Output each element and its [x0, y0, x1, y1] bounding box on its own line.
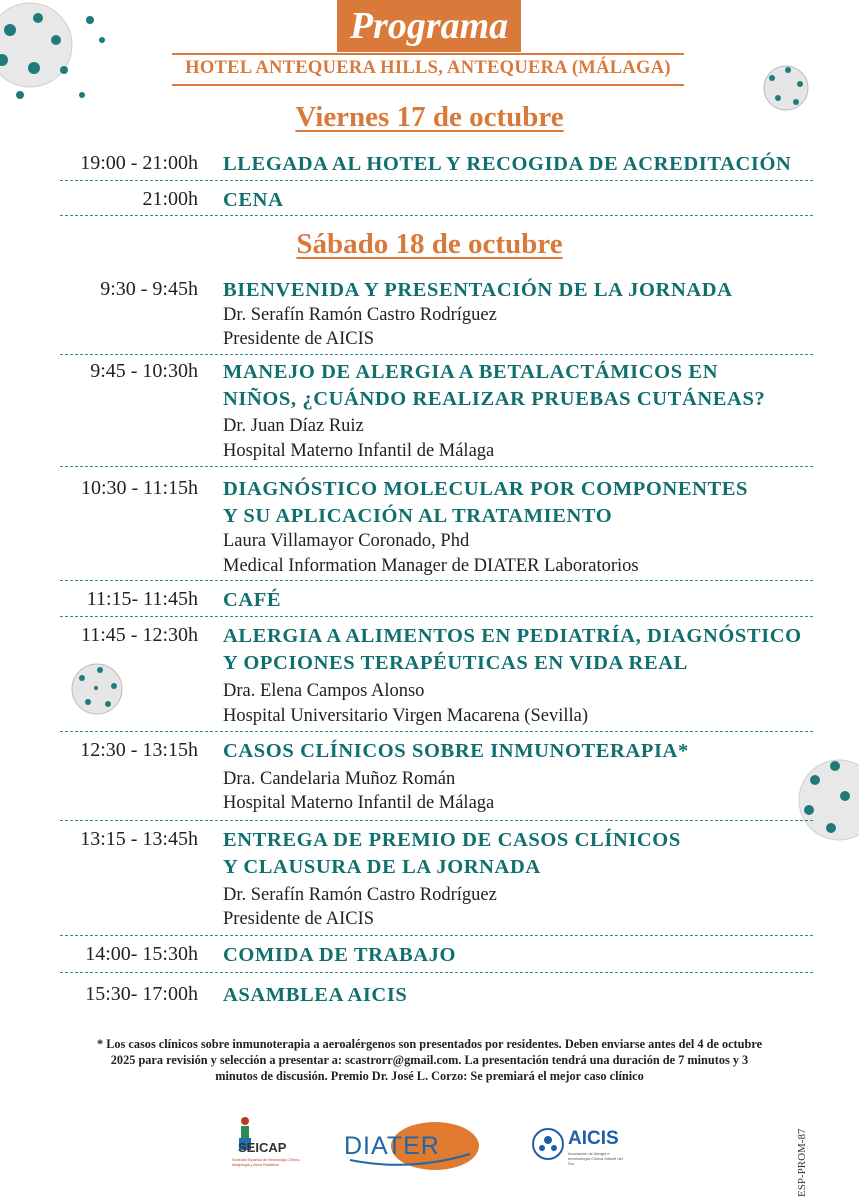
diater-logo: [340, 1120, 480, 1172]
session-time: 11:15- 11:45h: [86, 588, 198, 610]
divider: [60, 580, 813, 581]
footnote-line: * Los casos clínicos sobre inmunoterapia a aeroalérgenos son presentados por residentes. Deben enviarse antes del 4 de octubre: [96, 1037, 763, 1051]
session-time: 10:30 - 11:15h: [80, 477, 198, 499]
divider: [60, 731, 813, 732]
aicis-label: AICIS: [568, 1128, 619, 1149]
divider: [60, 180, 813, 181]
document-reference: ESP-PROM-87: [796, 1128, 808, 1197]
divider: [60, 215, 813, 216]
speaker-affiliation: Hospital Materno Infantil de Málaga: [223, 793, 495, 813]
speaker-name: Dr. Serafín Ramón Castro Rodríguez: [223, 305, 497, 325]
session-time: 21:00h: [142, 188, 198, 210]
virus-illustration: [66, 658, 128, 720]
program-title: Programa: [337, 0, 521, 52]
session-title: MANEJO DE ALERGIA A BETALACTÁMICOS EN: [223, 361, 719, 383]
divider: [60, 972, 813, 973]
seicap-logo: [228, 1116, 308, 1178]
session-title: Y OPCIONES TERAPÉUTICAS EN VIDA REAL: [223, 652, 688, 674]
session-title: Y CLAUSURA DE LA JORNADA: [223, 856, 541, 878]
speaker-name: Laura Villamayor Coronado, Phd: [223, 531, 470, 551]
session-time: 12:30 - 13:15h: [80, 739, 198, 761]
aicis-subtitle: Asociación de Alergia e Inmunología Clínica Infantil del Sur: [568, 1151, 623, 1166]
day-heading: Sábado 18 de octubre: [296, 228, 563, 260]
speaker-affiliation: Medical Information Manager de DIATER Laboratorios: [223, 556, 639, 576]
session-time: 9:30 - 9:45h: [100, 278, 198, 300]
speaker-affiliation: Presidente de AICIS: [223, 909, 375, 929]
venue-label: HOTEL ANTEQUERA HILLS, ANTEQUERA (MÁLAGA): [185, 58, 671, 78]
footnote: [20, 1036, 839, 1084]
footnote-line: minutos de discusión. Premio Dr. José L. Corzo: Se premiará el mejor caso clínico: [215, 1069, 644, 1083]
seicap-subtitle: Sociedad Española de Inmunología Clínica, Alergología y Asma Pediátrica: [232, 1158, 300, 1167]
session-title: ASAMBLEA AICIS: [223, 984, 408, 1006]
speaker-name: Dr. Juan Díaz Ruiz: [223, 416, 364, 436]
speaker-affiliation: Hospital Materno Infantil de Málaga: [223, 441, 495, 461]
session-title: ALERGIA A ALIMENTOS EN PEDIATRÍA, DIAGNÓSTICO: [223, 625, 802, 647]
speaker-name: Dra. Elena Campos Alonso: [223, 681, 425, 701]
aicis-emblem-icon: [532, 1128, 564, 1160]
speaker-affiliation: Presidente de AICIS: [223, 329, 375, 349]
diater-label: DIATER: [344, 1132, 440, 1160]
speaker-affiliation: Hospital Universitario Virgen Macarena (Sevilla): [223, 706, 589, 726]
speaker-name: Dra. Candelaria Muñoz Román: [223, 769, 456, 789]
session-title: CENA: [223, 189, 284, 211]
seicap-label: SEICAP: [238, 1140, 287, 1155]
divider: [60, 616, 813, 617]
session-time: 11:45 - 12:30h: [80, 624, 198, 646]
session-time: 13:15 - 13:45h: [80, 828, 198, 850]
divider: [60, 354, 813, 355]
session-title: CAFÉ: [223, 589, 282, 611]
session-title: Y SU APLICACIÓN AL TRATAMIENTO: [223, 505, 613, 527]
day-heading: Viernes 17 de octubre: [295, 101, 564, 133]
session-time: 14:00- 15:30h: [85, 943, 198, 965]
speaker-name: Dr. Serafín Ramón Castro Rodríguez: [223, 885, 497, 905]
session-title: DIAGNÓSTICO MOLECULAR POR COMPONENTES: [223, 478, 749, 500]
session-time: 19:00 - 21:00h: [80, 152, 198, 174]
session-title: BIENVENIDA Y PRESENTACIÓN DE LA JORNADA: [223, 279, 733, 301]
session-time: 15:30- 17:00h: [85, 983, 198, 1005]
divider: [60, 466, 813, 467]
session-title: COMIDA DE TRABAJO: [223, 944, 457, 966]
session-time: 9:45 - 10:30h: [90, 360, 198, 382]
divider: [60, 935, 813, 936]
footnote-line: 2025 para revisión y selección a presentar a: scastrorr@gmail.com. La presentación tendrá una duración de 7 minutos y 3: [110, 1053, 749, 1067]
divider: [60, 820, 813, 821]
aicis-logo: [532, 1126, 632, 1170]
divider: [172, 84, 684, 86]
session-title: ENTREGA DE PREMIO DE CASOS CLÍNICOS: [223, 829, 681, 851]
session-title: CASOS CLÍNICOS SOBRE INMUNOTERAPIA*: [223, 740, 689, 762]
session-title: LLEGADA AL HOTEL Y RECOGIDA DE ACREDITACIÓN: [223, 153, 792, 175]
session-title: NIÑOS, ¿CUÁNDO REALIZAR PRUEBAS CUTÁNEAS?: [223, 388, 766, 410]
